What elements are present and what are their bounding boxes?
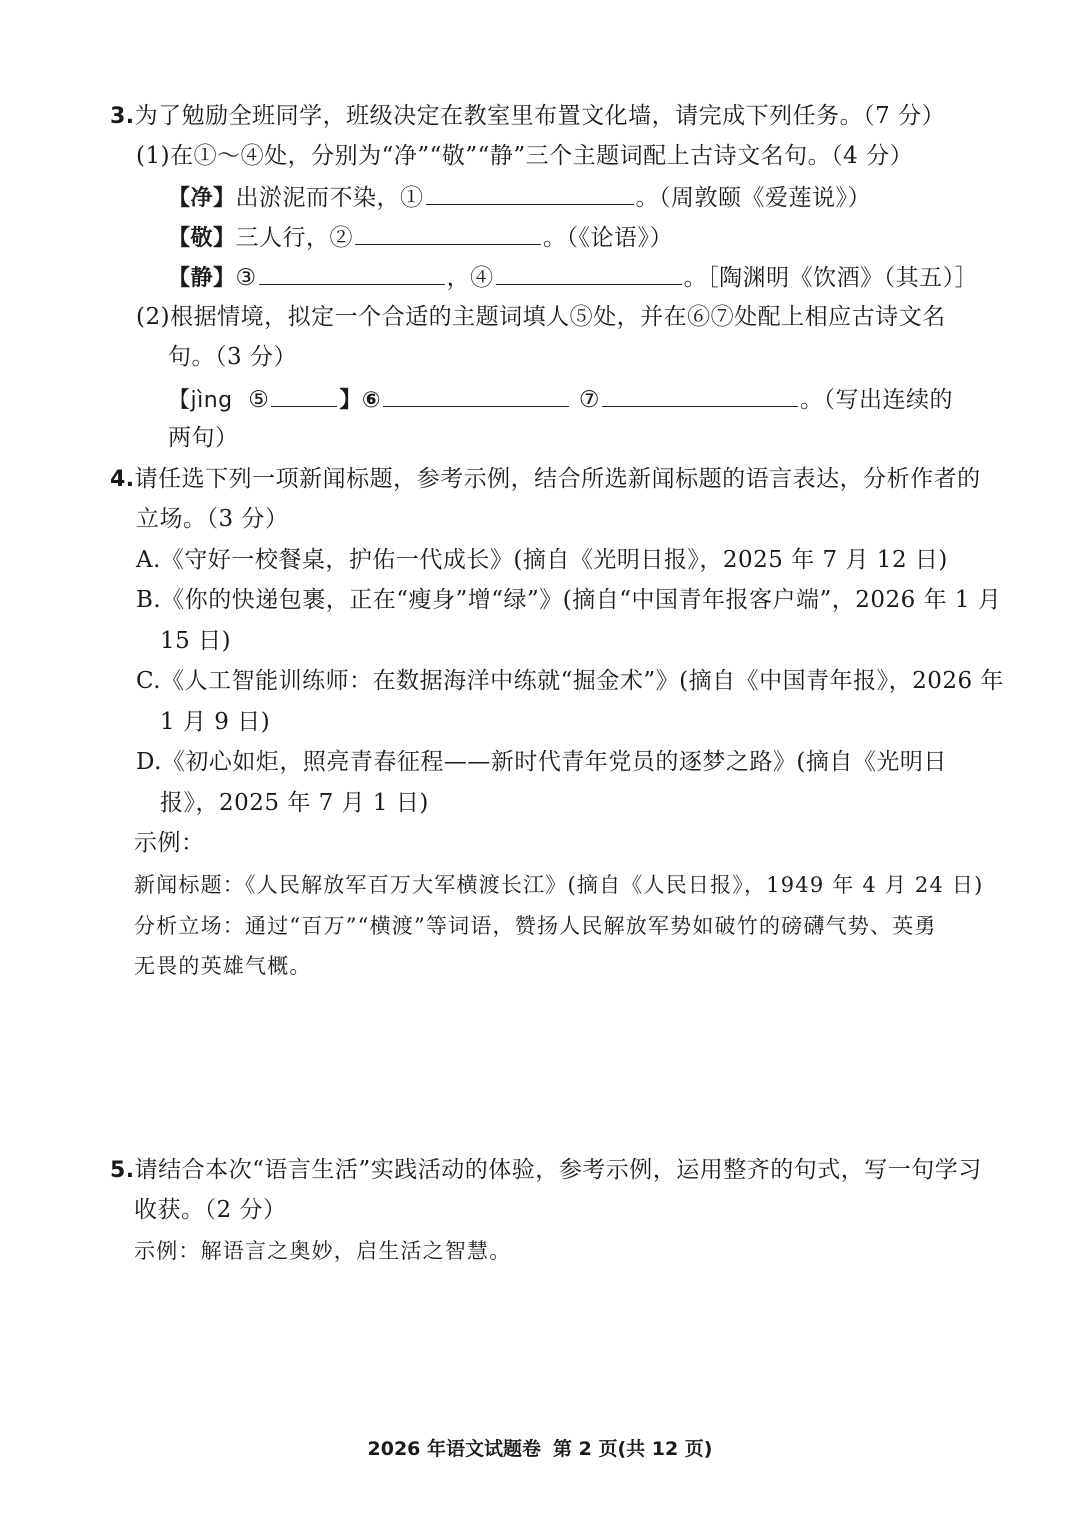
q4-stem-line1 <box>110 463 981 496</box>
q3-jing3-source: 。［陶渊明《饮酒》（其五）］ <box>683 265 979 291</box>
q3-sub2-line1: (2)根据情境，拟定一个合适的主题词填人⑤处，并在⑥⑦处配上相应古诗文名 <box>136 304 946 330</box>
q5-stem-line1 <box>110 1154 982 1187</box>
answer-blank-5[interactable] <box>271 382 337 407</box>
q4-option-c-line2: 1 月 9 日) <box>160 709 271 735</box>
q4-stem-line2: 立场。（3 分） <box>136 506 289 532</box>
q4-example-title: 新闻标题：《人民解放军百万大军横渡长江》(摘自《人民日报》，1949 年 4 月 24 日) <box>134 873 984 897</box>
q3-jing4-line <box>168 382 953 417</box>
q3-jing1-text: 出淤泥而不染，① <box>235 185 424 211</box>
q3-jing3-mark-3: ③ <box>235 265 257 291</box>
q4-number: 4. <box>110 467 135 492</box>
q4-stem: 请任选下列一项新闻标题，参考示例，结合所选新闻标题的语言表达，分析作者的 <box>134 466 981 492</box>
q3-sub2-line2: 句。（3 分） <box>168 344 297 370</box>
q5-stem-line2: 收获。（2 分） <box>134 1197 287 1223</box>
q3-jing4-line2: 两句） <box>168 425 239 451</box>
q3-jing3-line <box>168 260 978 295</box>
q3-jing2-line <box>168 220 673 255</box>
q4-example-analysis-line1: 分析立场：通过“百万”“横渡”等词语，赞扬人民解放军势如破竹的磅礴气势、英勇 <box>134 914 937 938</box>
q3-jing4-end: 。（写出连续的 <box>799 387 953 413</box>
answer-blank-3[interactable] <box>259 260 445 285</box>
q3-sub1: (1)在①～④处，分别为“净”“敬”“静”三个主题词配上古诗文名句。（4 分） <box>136 143 914 169</box>
answer-blank-4[interactable] <box>496 260 682 285</box>
q3-jing2-source: 。（《论语》） <box>543 225 674 251</box>
q4-option-b-line2: 15 日) <box>160 628 232 654</box>
q4-option-d-line1: D.《初心如炬，照亮青春征程——新时代青年党员的逐梦之路》(摘自《光明日 <box>136 749 947 775</box>
q3-stem: 为了勉励全班同学，班级决定在教室里布置文化墙，请完成下列任务。（7 分） <box>134 103 946 129</box>
q4-example-analysis-line2: 无畏的英雄气概。 <box>134 954 312 978</box>
answer-blank-2[interactable] <box>355 220 541 245</box>
q3-jing2-text: 三人行，② <box>235 225 354 251</box>
q3-jing4-mark-7: ⑦ <box>578 387 600 413</box>
q5-example: 示例：解语言之奥妙，启生活之智慧。 <box>134 1239 512 1263</box>
q5-stem: 请结合本次“语言生活”实践活动的体验，参考示例，运用整齐的句式，写一句学习 <box>134 1157 982 1183</box>
q4-option-a: A.《守好一校餐桌，护佑一代成长》(摘自《光明日报》，2025 年 7 月 12 日) <box>136 547 948 573</box>
page-footer <box>0 1434 1080 1461</box>
q4-option-b-line1: B.《你的快递包裹，正在“瘦身”增“绿”》(摘自“中国青年报客户端”，2026 年 1 月 <box>136 587 1002 613</box>
q3-jing4-mark-5: ⑤ <box>248 387 270 413</box>
q4-option-c-line1: C.《人工智能训练师：在数据海洋中练就“掘金术”》(摘自《中国青年报》，2026 年 <box>136 668 1004 694</box>
footer-page-number: 第 2 页(共 12 页) <box>553 1438 713 1460</box>
q3-jing4-close: 】⑥ <box>339 388 382 413</box>
q3-number: 3. <box>110 104 135 129</box>
q4-example-label: 示例： <box>134 830 205 856</box>
q3-jing1-tag: 【净】 <box>168 186 236 211</box>
q3-jing4-open: 【jìng <box>168 388 233 413</box>
footer-title: 2026 年语文试题卷 <box>367 1438 541 1460</box>
q3-jing3-tag: 【静】 <box>168 266 236 291</box>
q3-jing3-mark-4: ，④ <box>446 265 494 291</box>
answer-blank-6[interactable] <box>383 382 569 407</box>
q3-jing1-line <box>168 180 871 215</box>
q4-option-d-line2: 报》，2025 年 7 月 1 日) <box>160 790 429 816</box>
q5-number: 5. <box>110 1158 135 1183</box>
answer-blank-1[interactable] <box>426 180 634 205</box>
q3-jing1-source: 。（周敦颐《爱莲说》） <box>635 185 872 211</box>
q3-stem-line <box>110 100 945 133</box>
q3-jing2-tag: 【敬】 <box>168 226 236 251</box>
answer-blank-7[interactable] <box>602 382 798 407</box>
